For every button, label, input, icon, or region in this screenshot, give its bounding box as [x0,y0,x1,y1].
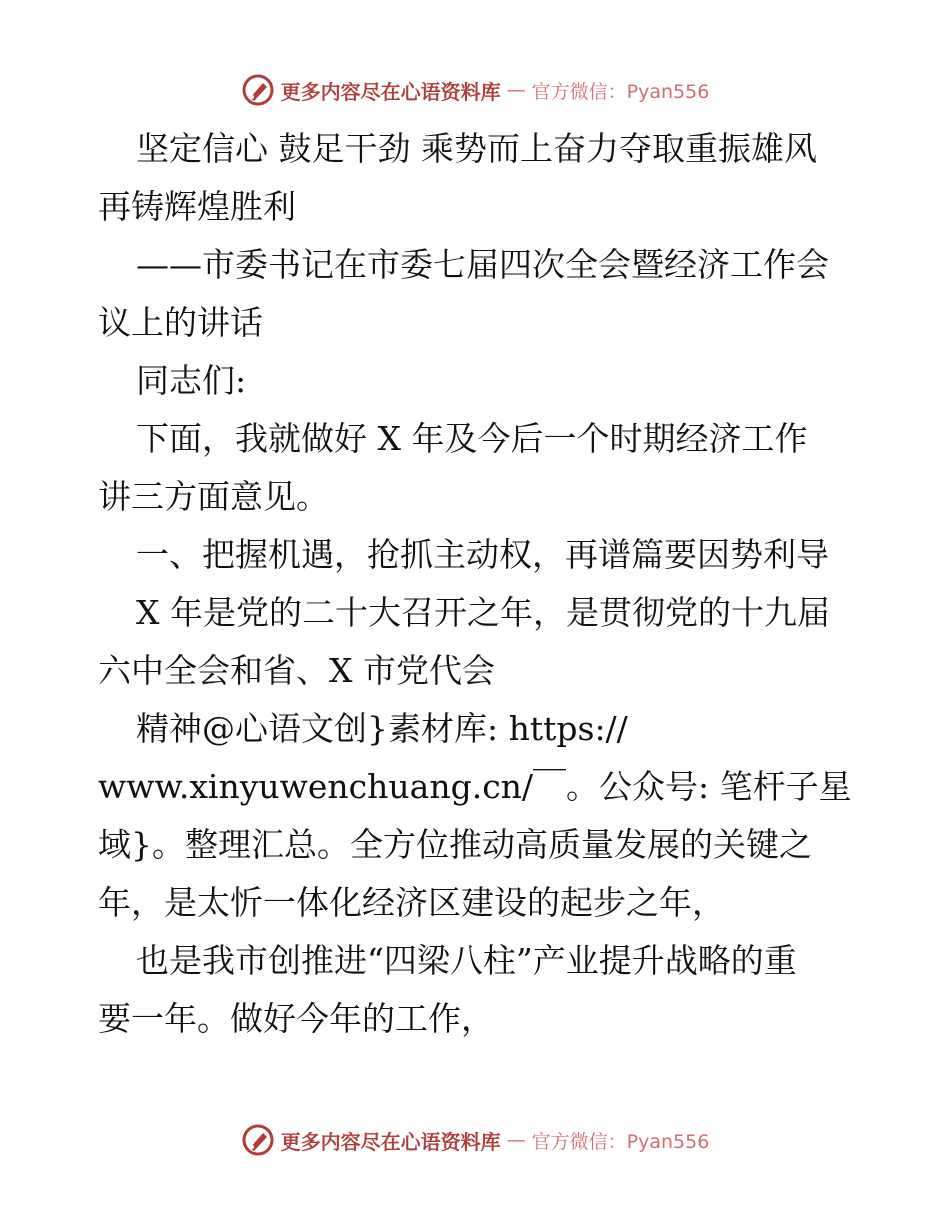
watermark-sub-text: 官方微信：Pyan556 [531,80,710,103]
document-line: www.xinyuwenchuang.cn/￣。公众号: 笔杆子星 [98,767,852,806]
document-line: 再铸辉煌胜利 [98,187,296,226]
document-line: 年，是太忻一体化经济区建设的起步之年， [98,883,725,922]
document-line: 六中全会和省、X 市党代会 [98,651,495,690]
document-body [98,120,858,1048]
document-line: 下面，我就做好 X 年及今后一个时期经济工作 [136,419,808,458]
watermark-dash: — [506,79,526,101]
document-line: ——市委书记在市委七届四次全会暨经济工作会 [136,245,829,284]
document-line: 一、把握机遇，抢抓主动权，再谱篇要因势利导 [136,535,829,574]
document-line: 讲三方面意见。 [98,477,329,516]
document-line: 也是我市创推进“四梁八柱”产业提升战略的重 [136,941,797,980]
document-line: 域}。整理汇总。全方位推动高质量发展的关键之 [98,825,812,864]
watermark-sub-text: 官方微信：Pyan556 [531,1130,710,1153]
document-line: 精神@心语文创}素材库: https:// [136,709,628,748]
footer-watermark [0,1120,950,1160]
document-line: 要一年。做好今年的工作， [98,999,494,1038]
watermark-dash: — [506,1129,526,1151]
document-line: 坚定信心 鼓足干劲 乘势而上奋力夺取重振雄风 [136,129,817,168]
pen-logo-icon [241,73,275,107]
document-line: 同志们: [136,361,247,400]
header-watermark [0,70,950,110]
watermark-main-text: 更多内容尽在心语资料库 [280,79,501,104]
watermark-main-text: 更多内容尽在心语资料库 [280,1129,501,1154]
pen-logo-icon [241,1123,275,1157]
document-line: X 年是党的二十大召开之年，是贯彻党的十九届 [136,593,830,632]
document-line: 议上的讲话 [98,303,263,342]
